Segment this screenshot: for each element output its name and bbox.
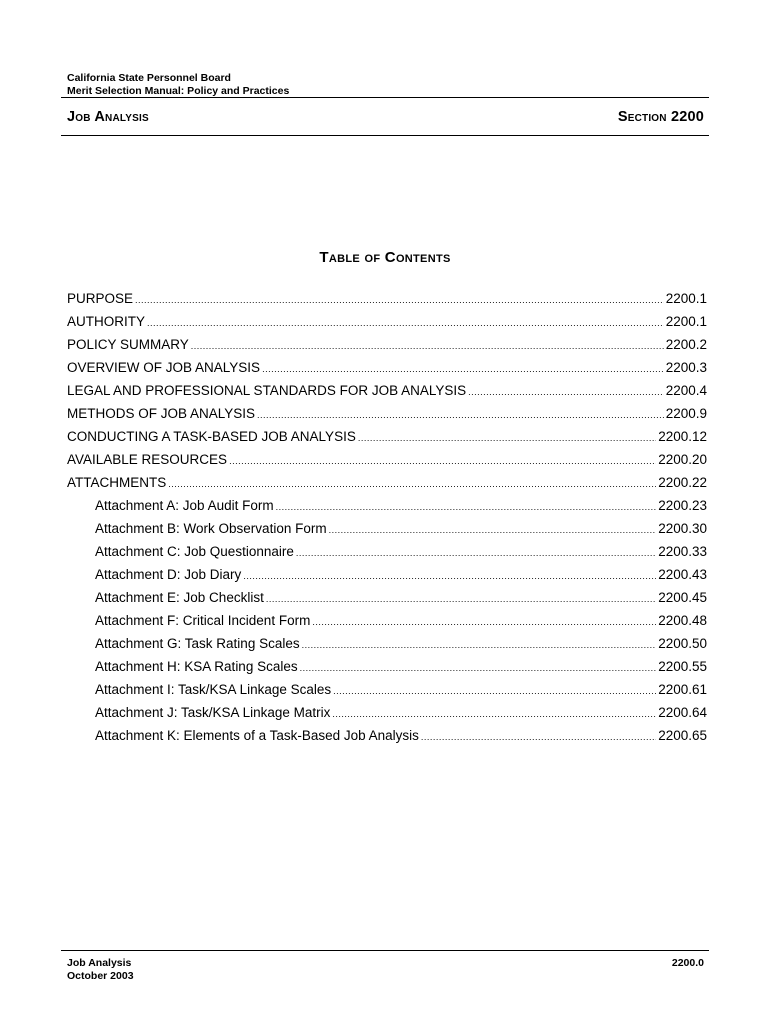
toc-entry-page: 2200.64 <box>658 705 707 720</box>
footer-info <box>67 957 134 982</box>
toc-entry-page: 2200.12 <box>658 429 707 444</box>
dot-leader <box>257 405 664 425</box>
header-org-line1: California State Personnel Board <box>67 72 231 84</box>
header-org-line2: Merit Selection Manual: Policy and Practices <box>67 84 290 97</box>
toc-entry-page: 2200.2 <box>665 337 707 352</box>
toc-entry-page: 2200.22 <box>658 475 707 490</box>
toc-entry-label: AUTHORITY <box>67 314 146 329</box>
toc-entry-label: AVAILABLE RESOURCES <box>67 452 228 467</box>
toc-heading: Table of Contents <box>319 249 451 266</box>
toc-entry-label: METHODS OF JOB ANALYSIS <box>67 406 256 421</box>
toc-entry-label: Attachment F: Critical Incident Form <box>95 613 311 628</box>
dot-leader <box>296 543 656 563</box>
toc-entry-page: 2200.4 <box>665 383 707 398</box>
toc-entry-page: 2200.45 <box>658 590 707 605</box>
dot-leader <box>333 681 656 701</box>
table-of-contents <box>67 289 707 749</box>
toc-entry-label: Attachment G: Task Rating Scales <box>95 636 300 651</box>
toc-entry-page: 2200.1 <box>665 291 707 306</box>
dot-leader <box>262 359 664 379</box>
toc-entry-label: Attachment E: Job Checklist <box>95 590 264 605</box>
toc-entry-label: OVERVIEW OF JOB ANALYSIS <box>67 360 261 375</box>
footer-page-number: 2200.0 <box>671 957 704 969</box>
toc-entry-label: Attachment A: Job Audit Form <box>95 498 274 513</box>
toc-entry-attachment-g[interactable] <box>67 634 707 657</box>
dot-leader <box>135 290 664 310</box>
dot-leader <box>468 382 664 402</box>
toc-entry-page: 2200.50 <box>658 636 707 651</box>
toc-entry-attachment-i[interactable] <box>67 680 707 703</box>
toc-entry-label: ATTACHMENTS <box>67 475 167 490</box>
toc-entry-authority[interactable] <box>67 312 707 335</box>
toc-entry-attachment-f[interactable] <box>67 611 707 634</box>
toc-entry-page: 2200.30 <box>658 521 707 536</box>
footer-divider <box>61 950 709 951</box>
dot-leader <box>147 313 664 333</box>
footer-date: October 2003 <box>67 969 134 982</box>
dot-leader <box>266 589 656 609</box>
toc-entry-page: 2200.55 <box>658 659 707 674</box>
dot-leader <box>168 474 656 494</box>
header-divider-top <box>61 97 709 98</box>
toc-entry-label: LEGAL AND PROFESSIONAL STANDARDS FOR JOB ANALYSIS <box>67 383 467 398</box>
toc-entry-page: 2200.61 <box>658 682 707 697</box>
toc-entry-label: Attachment D: Job Diary <box>95 567 242 582</box>
toc-entry-page: 2200.20 <box>658 452 707 467</box>
dot-leader <box>243 566 656 586</box>
toc-entry-attachment-j[interactable] <box>67 703 707 726</box>
dot-leader <box>229 451 656 471</box>
toc-entry-resources[interactable] <box>67 450 707 473</box>
document-title: Job Analysis <box>67 109 149 125</box>
toc-entry-overview[interactable] <box>67 358 707 381</box>
dot-leader <box>300 658 657 678</box>
toc-entry-attachment-h[interactable] <box>67 657 707 680</box>
toc-entry-page: 2200.3 <box>665 360 707 375</box>
toc-entry-label: Attachment I: Task/KSA Linkage Scales <box>95 682 332 697</box>
toc-entry-label: Attachment H: KSA Rating Scales <box>95 659 298 674</box>
section-number: Section 2200 <box>617 109 704 125</box>
toc-entry-page: 2200.1 <box>665 314 707 329</box>
toc-entry-attachment-e[interactable] <box>67 588 707 611</box>
header-divider-bottom <box>61 135 709 136</box>
toc-entry-label: Attachment B: Work Observation Form <box>95 521 327 536</box>
toc-entry-attachment-b[interactable] <box>67 519 707 542</box>
toc-entry-purpose[interactable] <box>67 289 707 312</box>
toc-entry-page: 2200.65 <box>658 728 707 743</box>
toc-entry-attachment-c[interactable] <box>67 542 707 565</box>
toc-entry-page: 2200.33 <box>658 544 707 559</box>
dot-leader <box>421 727 656 747</box>
toc-entry-legal-standards[interactable] <box>67 381 707 404</box>
toc-entry-page: 2200.9 <box>665 406 707 421</box>
toc-entry-label: PURPOSE <box>67 291 134 306</box>
toc-entry-label: Attachment C: Job Questionnaire <box>95 544 294 559</box>
toc-entry-label: POLICY SUMMARY <box>67 337 189 352</box>
toc-entry-page: 2200.48 <box>658 613 707 628</box>
toc-entry-attachment-k[interactable] <box>67 726 707 749</box>
footer-doc-title: Job Analysis <box>67 957 132 969</box>
dot-leader <box>191 336 664 356</box>
toc-entry-attachments[interactable] <box>67 473 707 496</box>
dot-leader <box>302 635 657 655</box>
toc-entry-label: Attachment K: Elements of a Task-Based Job Analysis <box>95 728 419 743</box>
toc-entry-label: CONDUCTING A TASK-BASED JOB ANALYSIS <box>67 429 356 444</box>
toc-entry-attachment-a[interactable] <box>67 496 707 519</box>
toc-entry-policy-summary[interactable] <box>67 335 707 358</box>
toc-entry-page: 2200.23 <box>658 498 707 513</box>
dot-leader <box>332 704 656 724</box>
toc-entry-page: 2200.43 <box>658 567 707 582</box>
dot-leader <box>276 497 657 517</box>
dot-leader <box>329 520 657 540</box>
toc-entry-conducting[interactable] <box>67 427 707 450</box>
toc-entry-label: Attachment J: Task/KSA Linkage Matrix <box>95 705 331 720</box>
dot-leader <box>312 612 656 632</box>
toc-entry-methods[interactable] <box>67 404 707 427</box>
header-organization <box>67 72 289 97</box>
dot-leader <box>358 428 656 448</box>
toc-entry-attachment-d[interactable] <box>67 565 707 588</box>
